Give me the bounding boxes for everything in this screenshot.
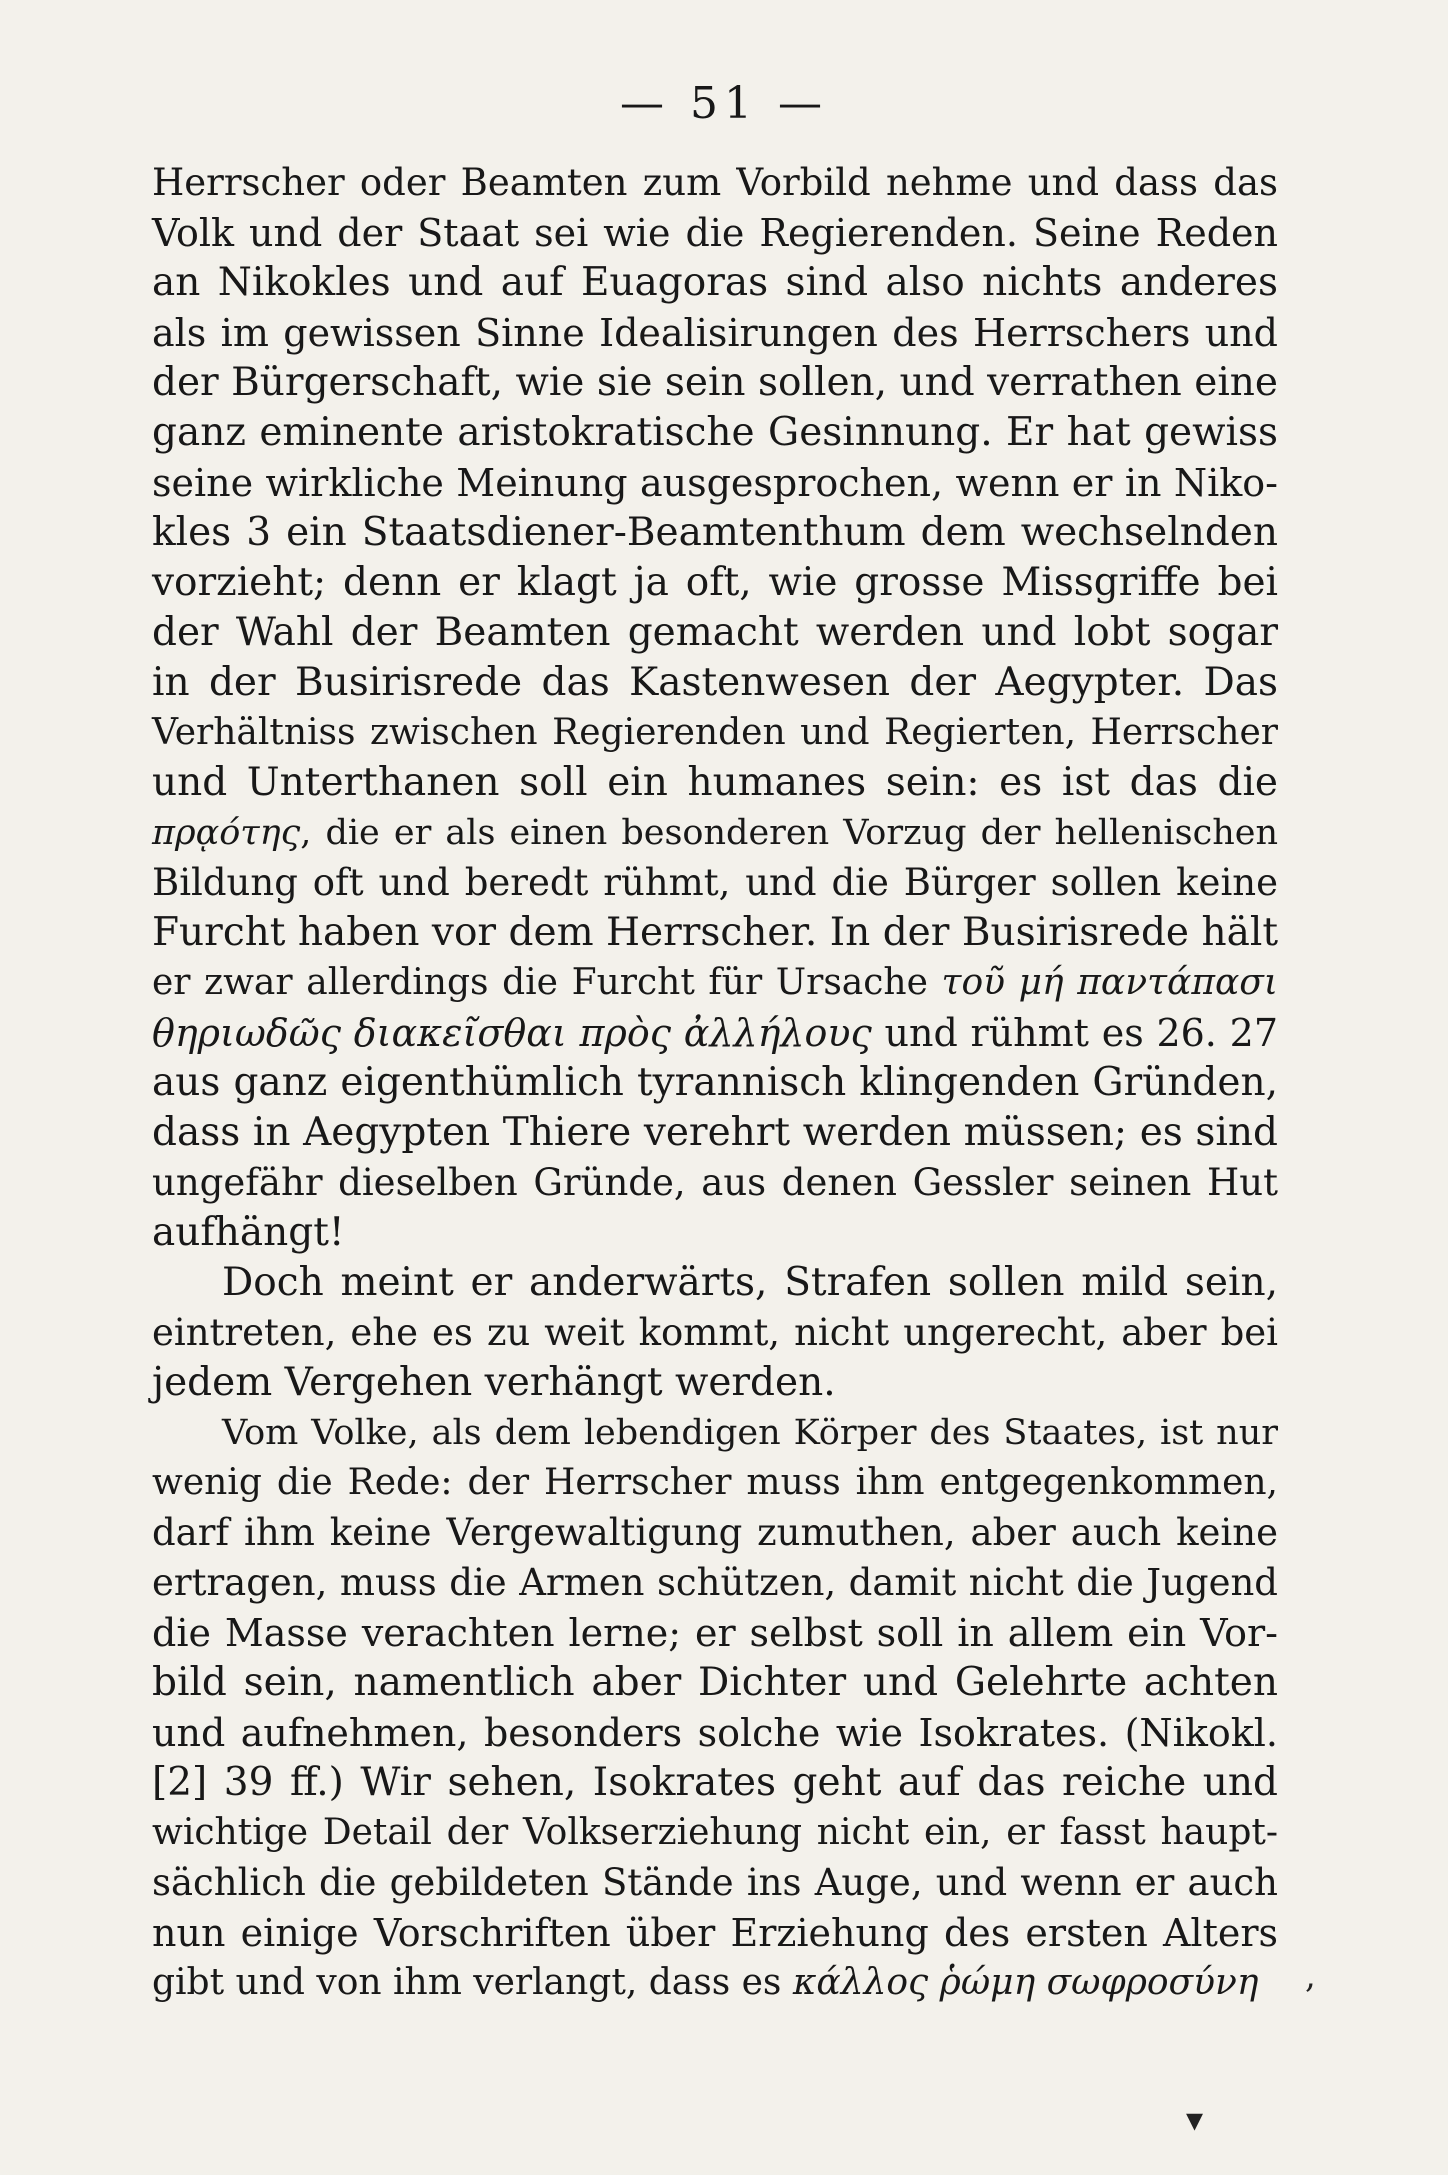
text-segment: Verhältniss zwischen Regierenden und Regierten, Herrscher [152,712,1278,753]
text-segment: Furcht haben vor dem Herrscher. In der Busirisrede hält [152,910,1278,955]
text-line [152,358,1278,408]
text-segment: vorzieht; denn er klagt ja oft, wie grosse Missgriffe bei [152,560,1278,605]
text-line [152,1658,1278,1708]
text-segment: Herrscher oder Beamten zum Vorbild nehme und dass das [152,161,1278,204]
text-segment: eintreten, ehe es zu weit kommt, nicht ungerecht, aber bei [152,1311,1278,1354]
text-segment: wenig die Rede: der Herrscher muss ihm entgegenkommen, [152,1462,1278,1503]
text-line [152,1808,1278,1858]
text-segment: und aufnehmen, besonders solche wie Isokrates. (Nikokl. [152,1711,1278,1755]
text-segment: ganz eminente aristokratische Gesinnung. Er hat gewiss [152,410,1278,455]
text-segment: aus ganz eigenthümlich tyrannisch klingenden Gründen, [152,1060,1278,1105]
text-line [152,658,1278,708]
text-segment: Vom Volke, als dem lebendigen Körper des Staates, ist nur [222,1413,1278,1453]
text-line [152,958,1278,1008]
text-line [152,1708,1278,1758]
text-segment: als im gewissen Sinne Idealisirungen des Herrschers und [152,311,1278,355]
text-line [152,1558,1278,1608]
text-segment: Bildung oft und beredt rühmt, und die Bürger sollen keine [152,861,1278,904]
text-segment: und rühmt es 26. 27 [871,1011,1278,1055]
text-line [152,1108,1278,1158]
text-line [152,1508,1278,1558]
text-segment: an Nikokles und auf Euagoras sind also nichts anderes [152,260,1278,305]
text-segment: er zwar allerdings die Furcht für Ursache [152,962,942,1003]
text-line [152,458,1278,508]
margin-dot-mark: , [1305,1956,1316,1996]
text-line [152,258,1278,308]
text-line [152,1308,1278,1358]
text-segment: jedem Vergehen verhängt werden. [152,1360,836,1405]
text-line [152,858,1278,908]
page-number: — 51 — [620,78,828,129]
text-line [152,1158,1278,1208]
text-segment: und Unterthanen soll ein humanes sein: es ist das die [152,760,1278,805]
text-line [152,1358,1278,1408]
text-line [152,408,1278,458]
body-text [152,158,1278,2008]
text-segment: der Wahl der Beamten gemacht werden und lobt sogar [152,610,1278,655]
text-line [152,1908,1278,1958]
text-line [152,758,1278,808]
text-line [152,1458,1278,1508]
text-segment: aufhängt! [152,1210,345,1255]
text-segment: , die er als einen besonderen Vorzug der hellenischen [300,813,1278,853]
text-segment: Doch meint er anderwärts, Strafen sollen mild sein, [222,1260,1278,1305]
text-line [152,808,1278,858]
text-segment: seine wirkliche Meinung ausgesprochen, wenn er in Niko- [152,461,1278,505]
text-segment: der Bürgerschaft, wie sie sein sollen, und verrathen eine [152,360,1278,405]
text-line [152,908,1278,958]
text-segment: darf ihm keine Vergewaltigung zumuthen, aber auch keine [152,1511,1278,1554]
text-segment: wichtige Detail der Volkserziehung nicht ein, er fasst haupt- [152,1812,1278,1853]
text-line [152,208,1278,258]
text-segment: gibt und von ihm verlangt, dass es [152,1962,793,2003]
text-line [152,1758,1278,1808]
text-line [152,1408,1278,1458]
text-line [152,608,1278,658]
text-line [152,1958,1278,2008]
text-line [152,1058,1278,1108]
text-line [152,158,1278,208]
text-line [152,308,1278,358]
greek-phrase: θηριωδῶς διακεῖσθαι πρὸς ἀλλήλους [152,1011,872,1055]
text-segment: [2] 39 ff.) Wir sehen, Isokrates geht auf das reiche und [152,1760,1278,1805]
text-line [152,708,1278,758]
text-line [152,1208,1278,1258]
text-line [152,508,1278,558]
text-segment: ungefähr dieselben Gründe, aus denen Gessler seinen Hut [152,1161,1278,1204]
greek-phrase: πρᾳότης [152,813,301,853]
text-line [152,1858,1278,1908]
text-line [152,1008,1278,1058]
text-segment: die Masse verachten lerne; er selbst soll in allem ein Vor- [152,1611,1278,1655]
text-segment: nun einige Vorschriften über Erziehung des ersten Alters [152,1911,1278,1955]
text-segment: ertragen, muss die Armen schützen, damit nicht die Jugend [152,1561,1278,1604]
text-segment: in der Busirisrede das Kastenwesen der Aegypter. Das [152,660,1278,705]
stray-ink-mark: ▾ [1186,2100,1204,2140]
text-line [152,558,1278,608]
greek-phrase: κάλλος ῥώμη σωφροσύνη [792,1962,1259,2003]
text-line [152,1608,1278,1658]
text-segment: Volk und der Staat sei wie die Regierenden. Seine Reden [152,211,1278,255]
text-segment: dass in Aegypten Thiere verehrt werden müssen; es sind [152,1110,1278,1155]
greek-phrase: τοῦ μή παντάπασι [941,962,1278,1003]
text-segment: sächlich die gebildeten Stände ins Auge, und wenn er auch [152,1861,1278,1904]
text-line [152,1258,1278,1308]
text-segment: bild sein, namentlich aber Dichter und Gelehrte achten [152,1660,1278,1705]
text-segment: kles 3 ein Staatsdiener-Beamtenthum dem wechselnden [152,510,1278,555]
